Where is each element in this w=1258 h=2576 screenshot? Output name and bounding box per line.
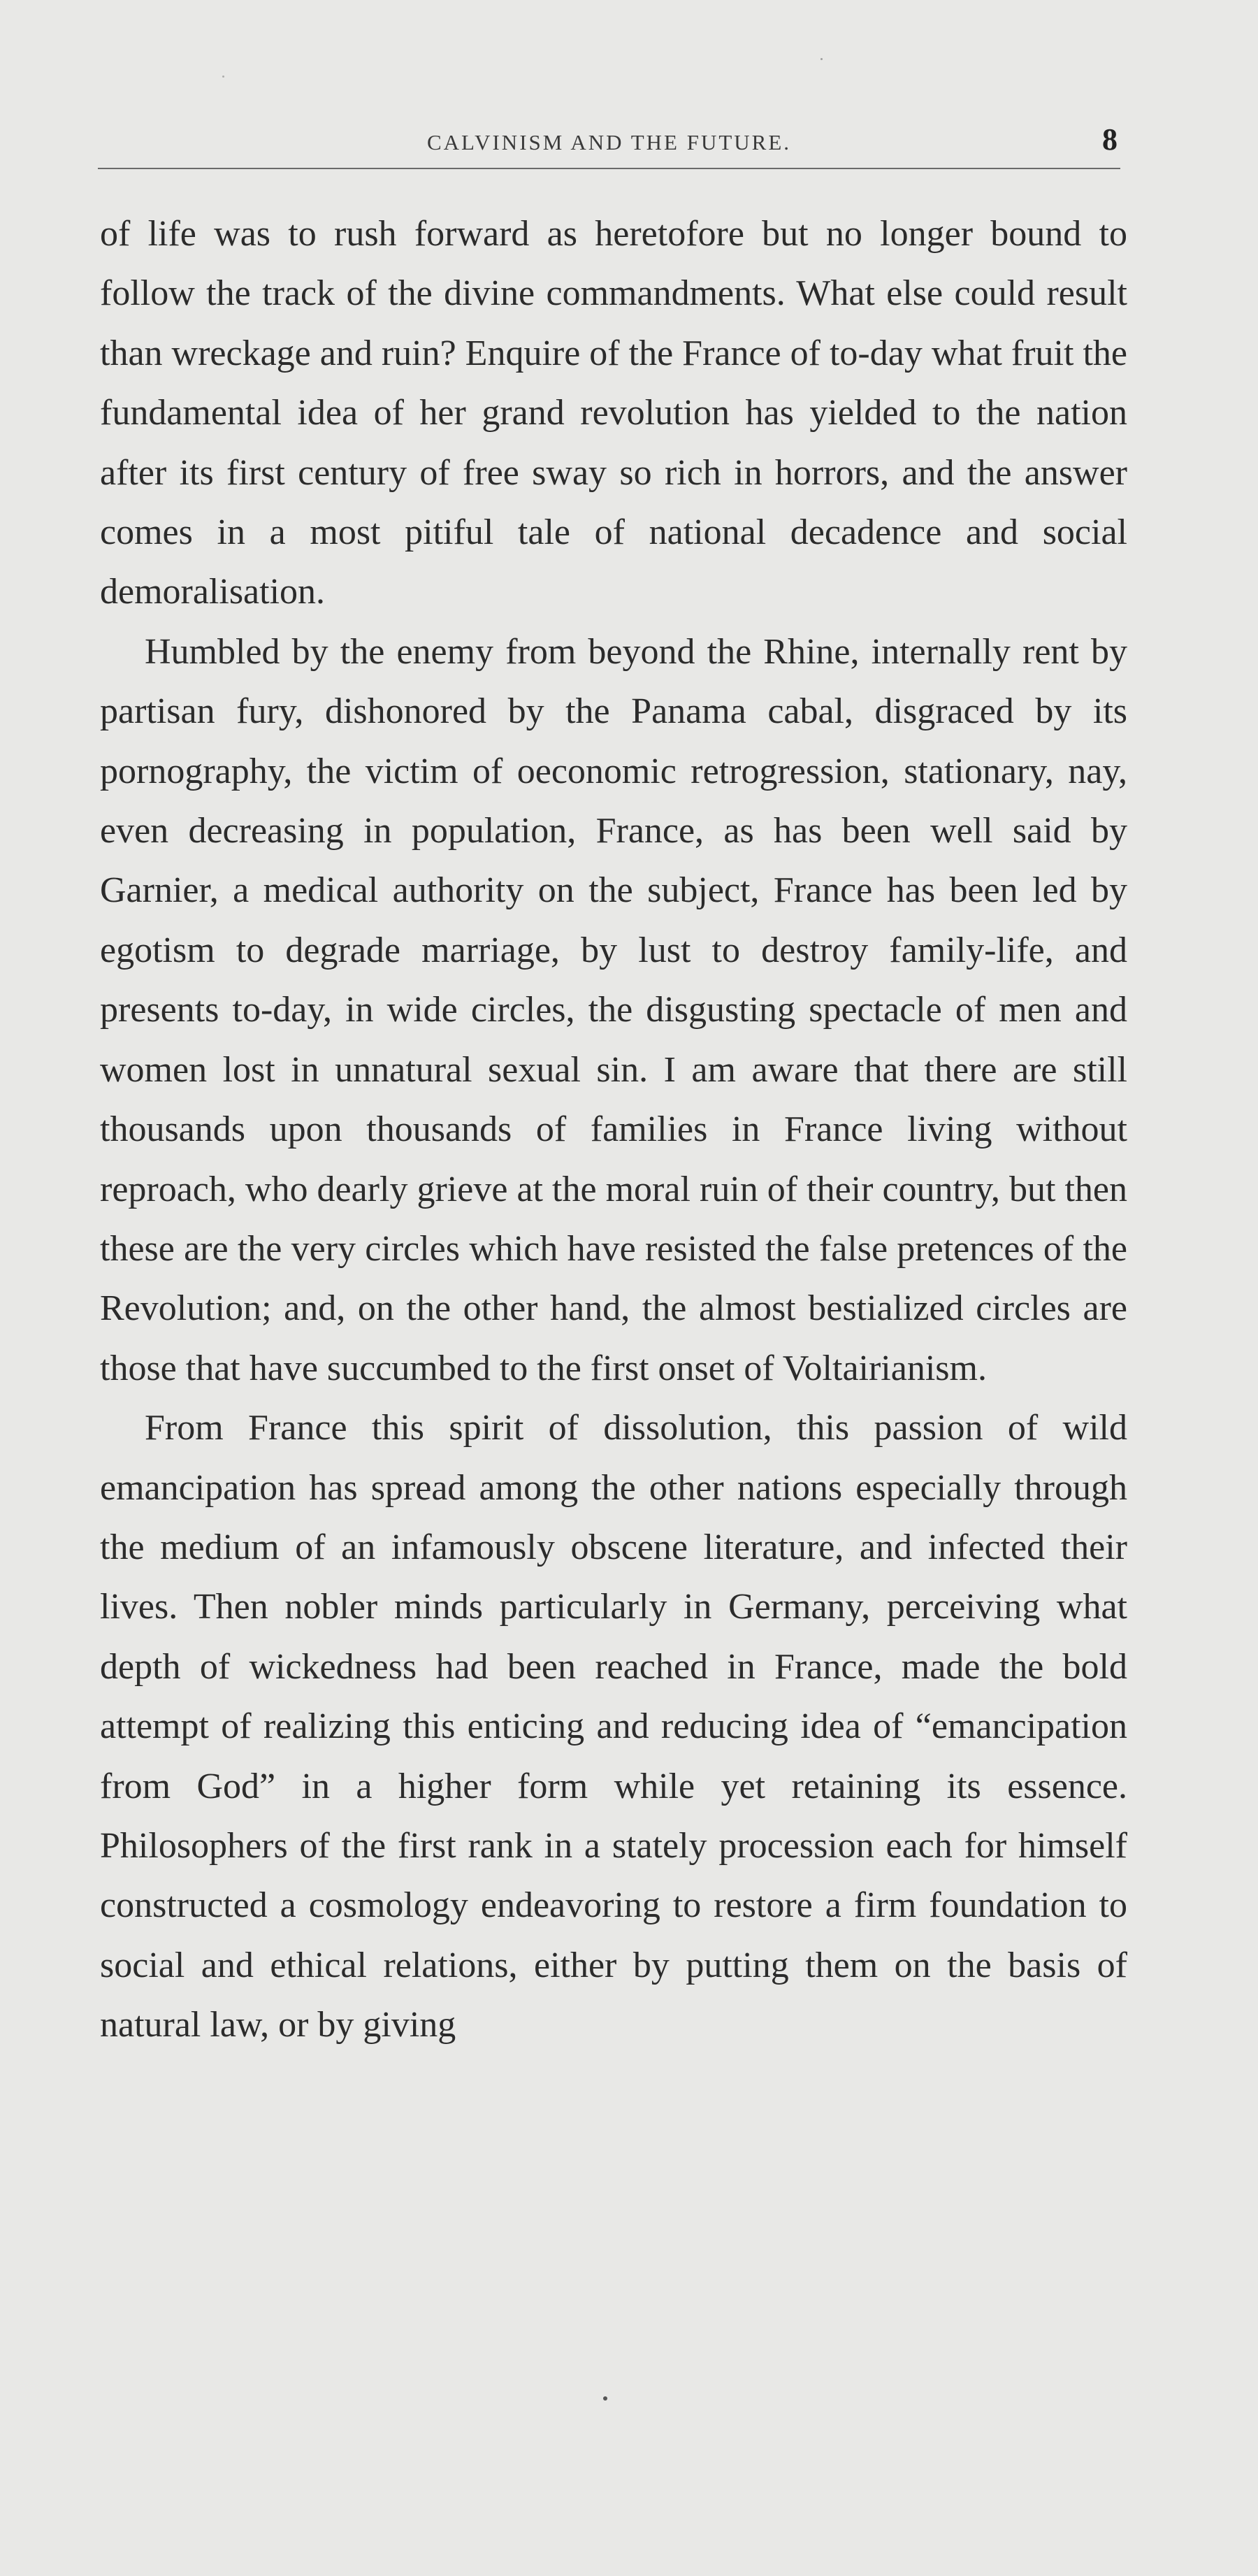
- running-title: CALVINISM AND THE FUTURE.: [426, 130, 792, 154]
- paragraph-1: of life was to rush forward as heretofore but no longer bound to follow the track of the divine commandments. What else could result than wreckage and ruin? Enquire of the France of to-day what fruit the fundamental idea of her grand revolution has yielded to the nation after its first century of free sway so rich in horrors, and the answer comes in a most pitiful tale of national decadence and social demoralisation.: [100, 214, 1127, 612]
- ink-speck: [222, 75, 224, 78]
- paragraph-2: Humbled by the enemy from beyond the Rhine, internally rent by partisan fury, dishonored by the Panama cabal, disgraced by its pornography, the victim of oeconomic retrogression, stationary, nay, even decreasing in population, France, as has been well said by Garnier, a medical authority on the subject, France has been led by egotism to degrade marriage, by lust to destroy family-life, and presents to-day, in wide circles, the disgusting spectacle of men and women lost in unnatural sexual sin. I am aware that there are still thousands upon thousands of families in France living without reproach, who dearly grieve at the moral ruin of their country, but then these are the very circles which have resisted the false pretences of the Revolution; and, on the other hand, the almost bestialized circles are those that have succumbed to the first onset of Voltairianism.: [100, 631, 1127, 1388]
- running-header: [98, 122, 1120, 169]
- page-number: 8: [1102, 122, 1118, 157]
- paragraph-3: From France this spirit of dissolution, this passion of wild emancipation has spread among the other nations especially through the medium of an infamously obscene literature, and infected their lives. Then nobler minds particularly in Germany, perceiving what depth of wickedness had been reached in France, made the bold attempt of realizing this enticing and reducing idea of “emancipation from God” in a higher form while yet retaining its essence. Philosophers of the first rank in a stately procession each for himself constructed a cosmology endeavoring to restore a firm foundation to social and ethical relations, either by putting them on the basis of natural law, or by giving: [100, 1408, 1127, 2045]
- body-text: [100, 204, 1127, 2055]
- ink-speck: [820, 58, 823, 60]
- ink-speck: [603, 2396, 607, 2401]
